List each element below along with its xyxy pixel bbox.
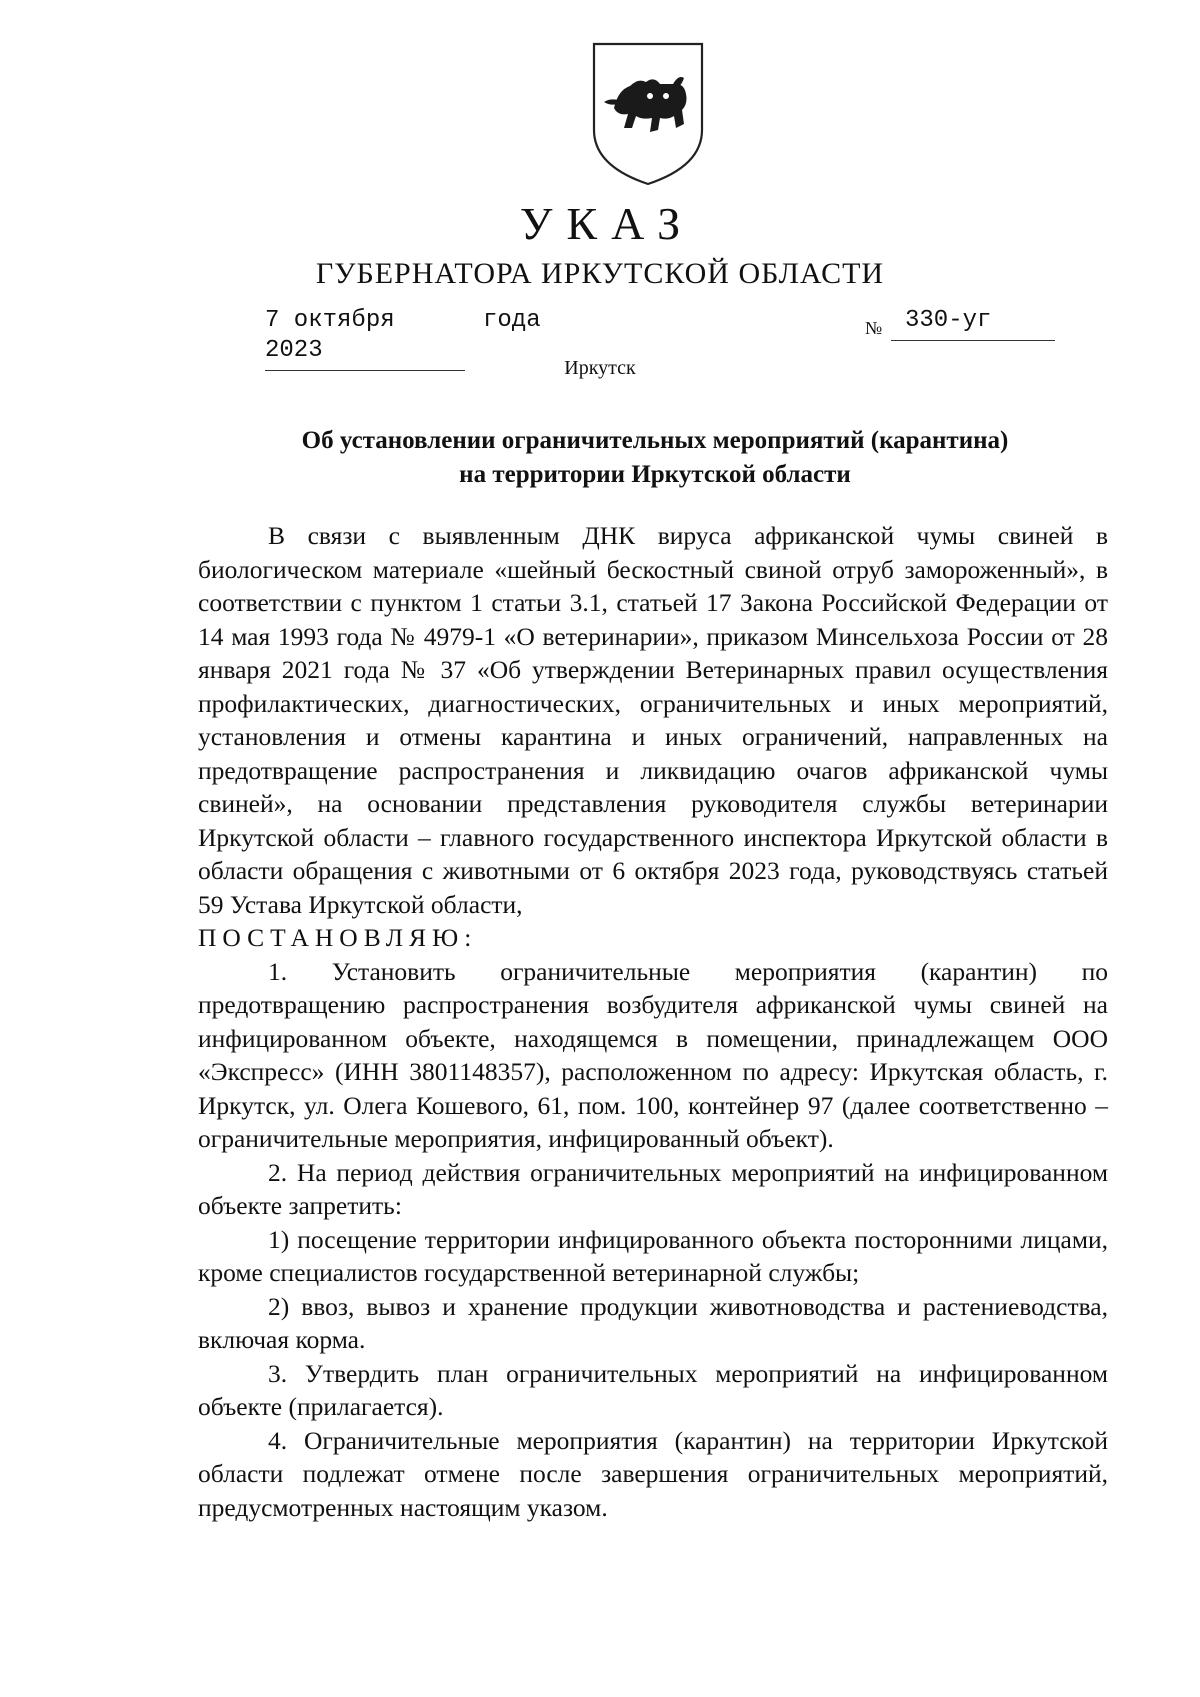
item-3-paragraph: 3. Утвердить план ограничительных мероприятий на инфицированном объекте (прилагается). xyxy=(198,1358,1108,1421)
document-title: УКАЗ xyxy=(519,198,695,249)
document-body xyxy=(198,519,1108,1524)
preamble-paragraph: В связи с выявленным ДНК вируса африканской чумы свиней в биологическом материале «шейный бескостный свиной отруб замороженный», в соответствии с пунктом 1 статьи 3.1, статьей 17 Закона Российской Федерации от 14 мая 1993 года № 4979-1 «О ветеринарии», приказом Минсельхоза России от 28 января 2021 года № 37 «Об утверждении Ветеринарных правил осуществления профилактических, диагностических, ограничительных и иных мероприятий, установления и отмены карантина и иных ограничений, направленных на предотвращение распространения и ликвидацию очагов африканской чумы свиней», на основании представления руководителя службы ветеринарии Иркутской области – главного государственного инспектора Иркутской области в области обращения с животными от 6 октября 2023 года, руководствуясь статьей 59 Устава Иркутской области, xyxy=(198,521,1108,919)
date-value: 7 октября 2023 xyxy=(265,307,395,364)
number-sign: № xyxy=(865,318,883,338)
item-2-1-paragraph: 1) посещение территории инфицированного объекта посторонними лицами, кроме специалистов государственной ветеринарной службы; xyxy=(198,1224,1108,1287)
item-2-2-paragraph: 2) ввоз, вывоз и хранение продукции животноводства и растениеводства, включая корма. xyxy=(198,1291,1108,1354)
document-city: Иркутск xyxy=(564,357,636,379)
number-value: 330-уг xyxy=(891,306,1055,341)
coat-of-arms-emblem xyxy=(588,38,708,188)
heading-line-1: Об установлении ограничительных мероприятий (карантина) xyxy=(301,427,1009,454)
item-1-paragraph: 1. Установить ограничительные мероприятия (карантин) по предотвращению распространения возбудителя африканской чумы свиней на инфицированном объекте, находящемся в помещении, принадлежащем ООО «Экспресс» (ИНН 3801148357), расположенном по адресу: Иркутская область, г. Иркутск, ул. Олега Кошевого, 61, пом. 100, контейнер 97 (далее соответственно – ограничительные мероприятия, инфицированный объект). xyxy=(198,956,1108,1153)
heading-line-2: на территории Иркутской области xyxy=(459,461,851,488)
decree-word: ПОСТАНОВЛЯЮ: xyxy=(198,923,478,952)
date-suffix: года xyxy=(483,307,541,334)
document-heading xyxy=(200,424,1110,492)
document-subtitle: ГУБЕРНАТОРА ИРКУТСКОЙ ОБЛАСТИ xyxy=(315,257,885,290)
document-number xyxy=(865,306,1055,342)
item-2-paragraph: 2. На период действия ограничительных мероприятий на инфицированном объекте запретить: xyxy=(198,1157,1108,1220)
item-4-paragraph: 4. Ограничительные мероприятия (карантин) на территории Иркутской области подлежат отмене после завершения ограничительных мероприятий, предусмотренных настоящим указом. xyxy=(198,1425,1108,1522)
